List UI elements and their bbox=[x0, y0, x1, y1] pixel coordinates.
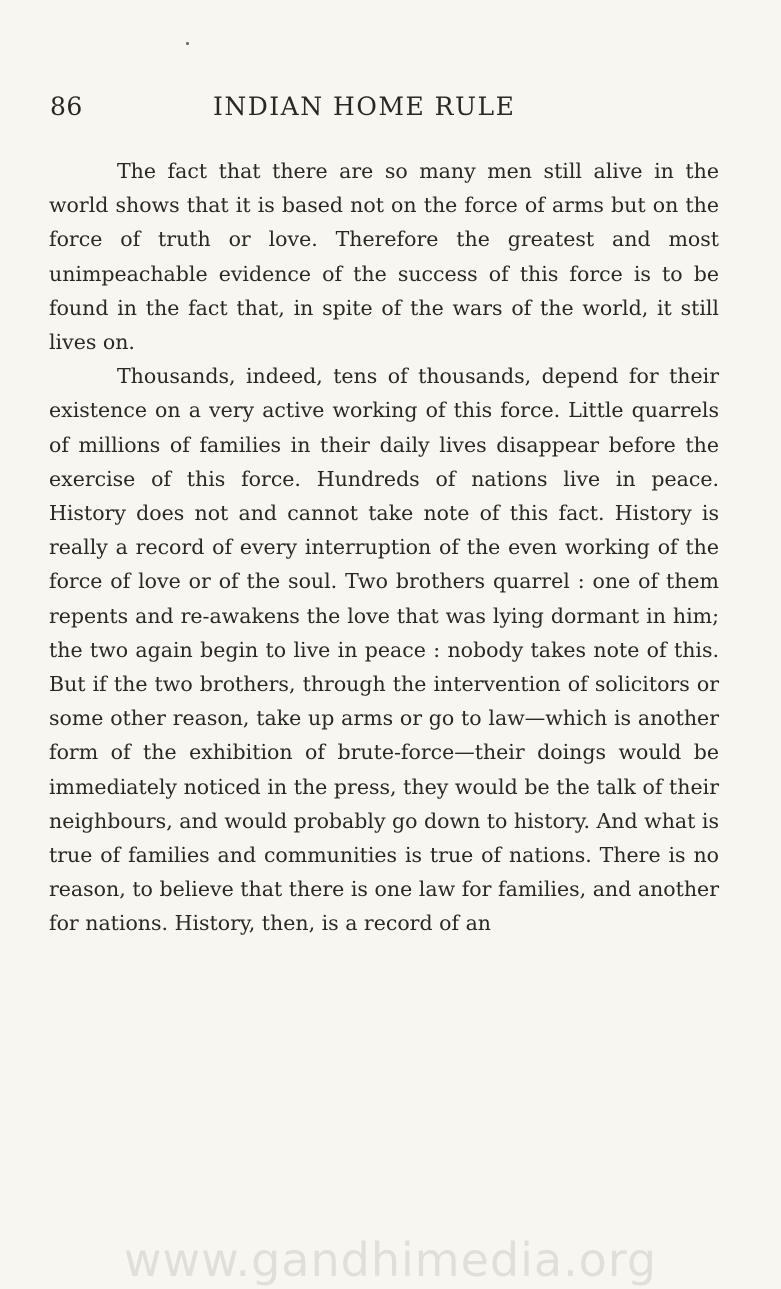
watermark: www.gandhimedia.org bbox=[123, 1233, 658, 1287]
running-head: INDIAN HOME RULE bbox=[213, 92, 516, 121]
paragraph-1: The fact that there are so many men still alive in the world shows that it is based not on the force of arms but on the force of truth or love. Therefore the greatest and most unimpeachable evidence of the success of this force is to be found in the fact that, in spite of the wars of the world, it still lives on. bbox=[49, 159, 719, 355]
paragraph-2: Thousands, indeed, tens of thousands, depend for their existence on a very active working of this force. Little quarrels of millions of families in their daily lives disappear before the exercise of this force. Hundreds of nations live in peace. History does not and cannot take note of this fact. History is really a record of every interruption of the even working of the force of love or of the soul. Two brothers quarrel : one of them repents and re-awakens the love that was lying dormant in him; the two again begin to live in peace : nobody takes note of this. But if the two brothers, through the intervention of solicitors or some other reason, take up arms or go to law—which is another form of the exhibition of brute-force—their doings would be immediately noticed in the press, they would be the talk of their neighbours, and would probably go down to history. And what is true of families and communities is true of nations. There is no reason, to believe that there is one law for families, and another for nations. History, then, is a record of an bbox=[49, 364, 719, 936]
page-speck bbox=[186, 42, 189, 45]
page-number: 86 bbox=[50, 92, 83, 121]
body-text bbox=[49, 154, 719, 941]
